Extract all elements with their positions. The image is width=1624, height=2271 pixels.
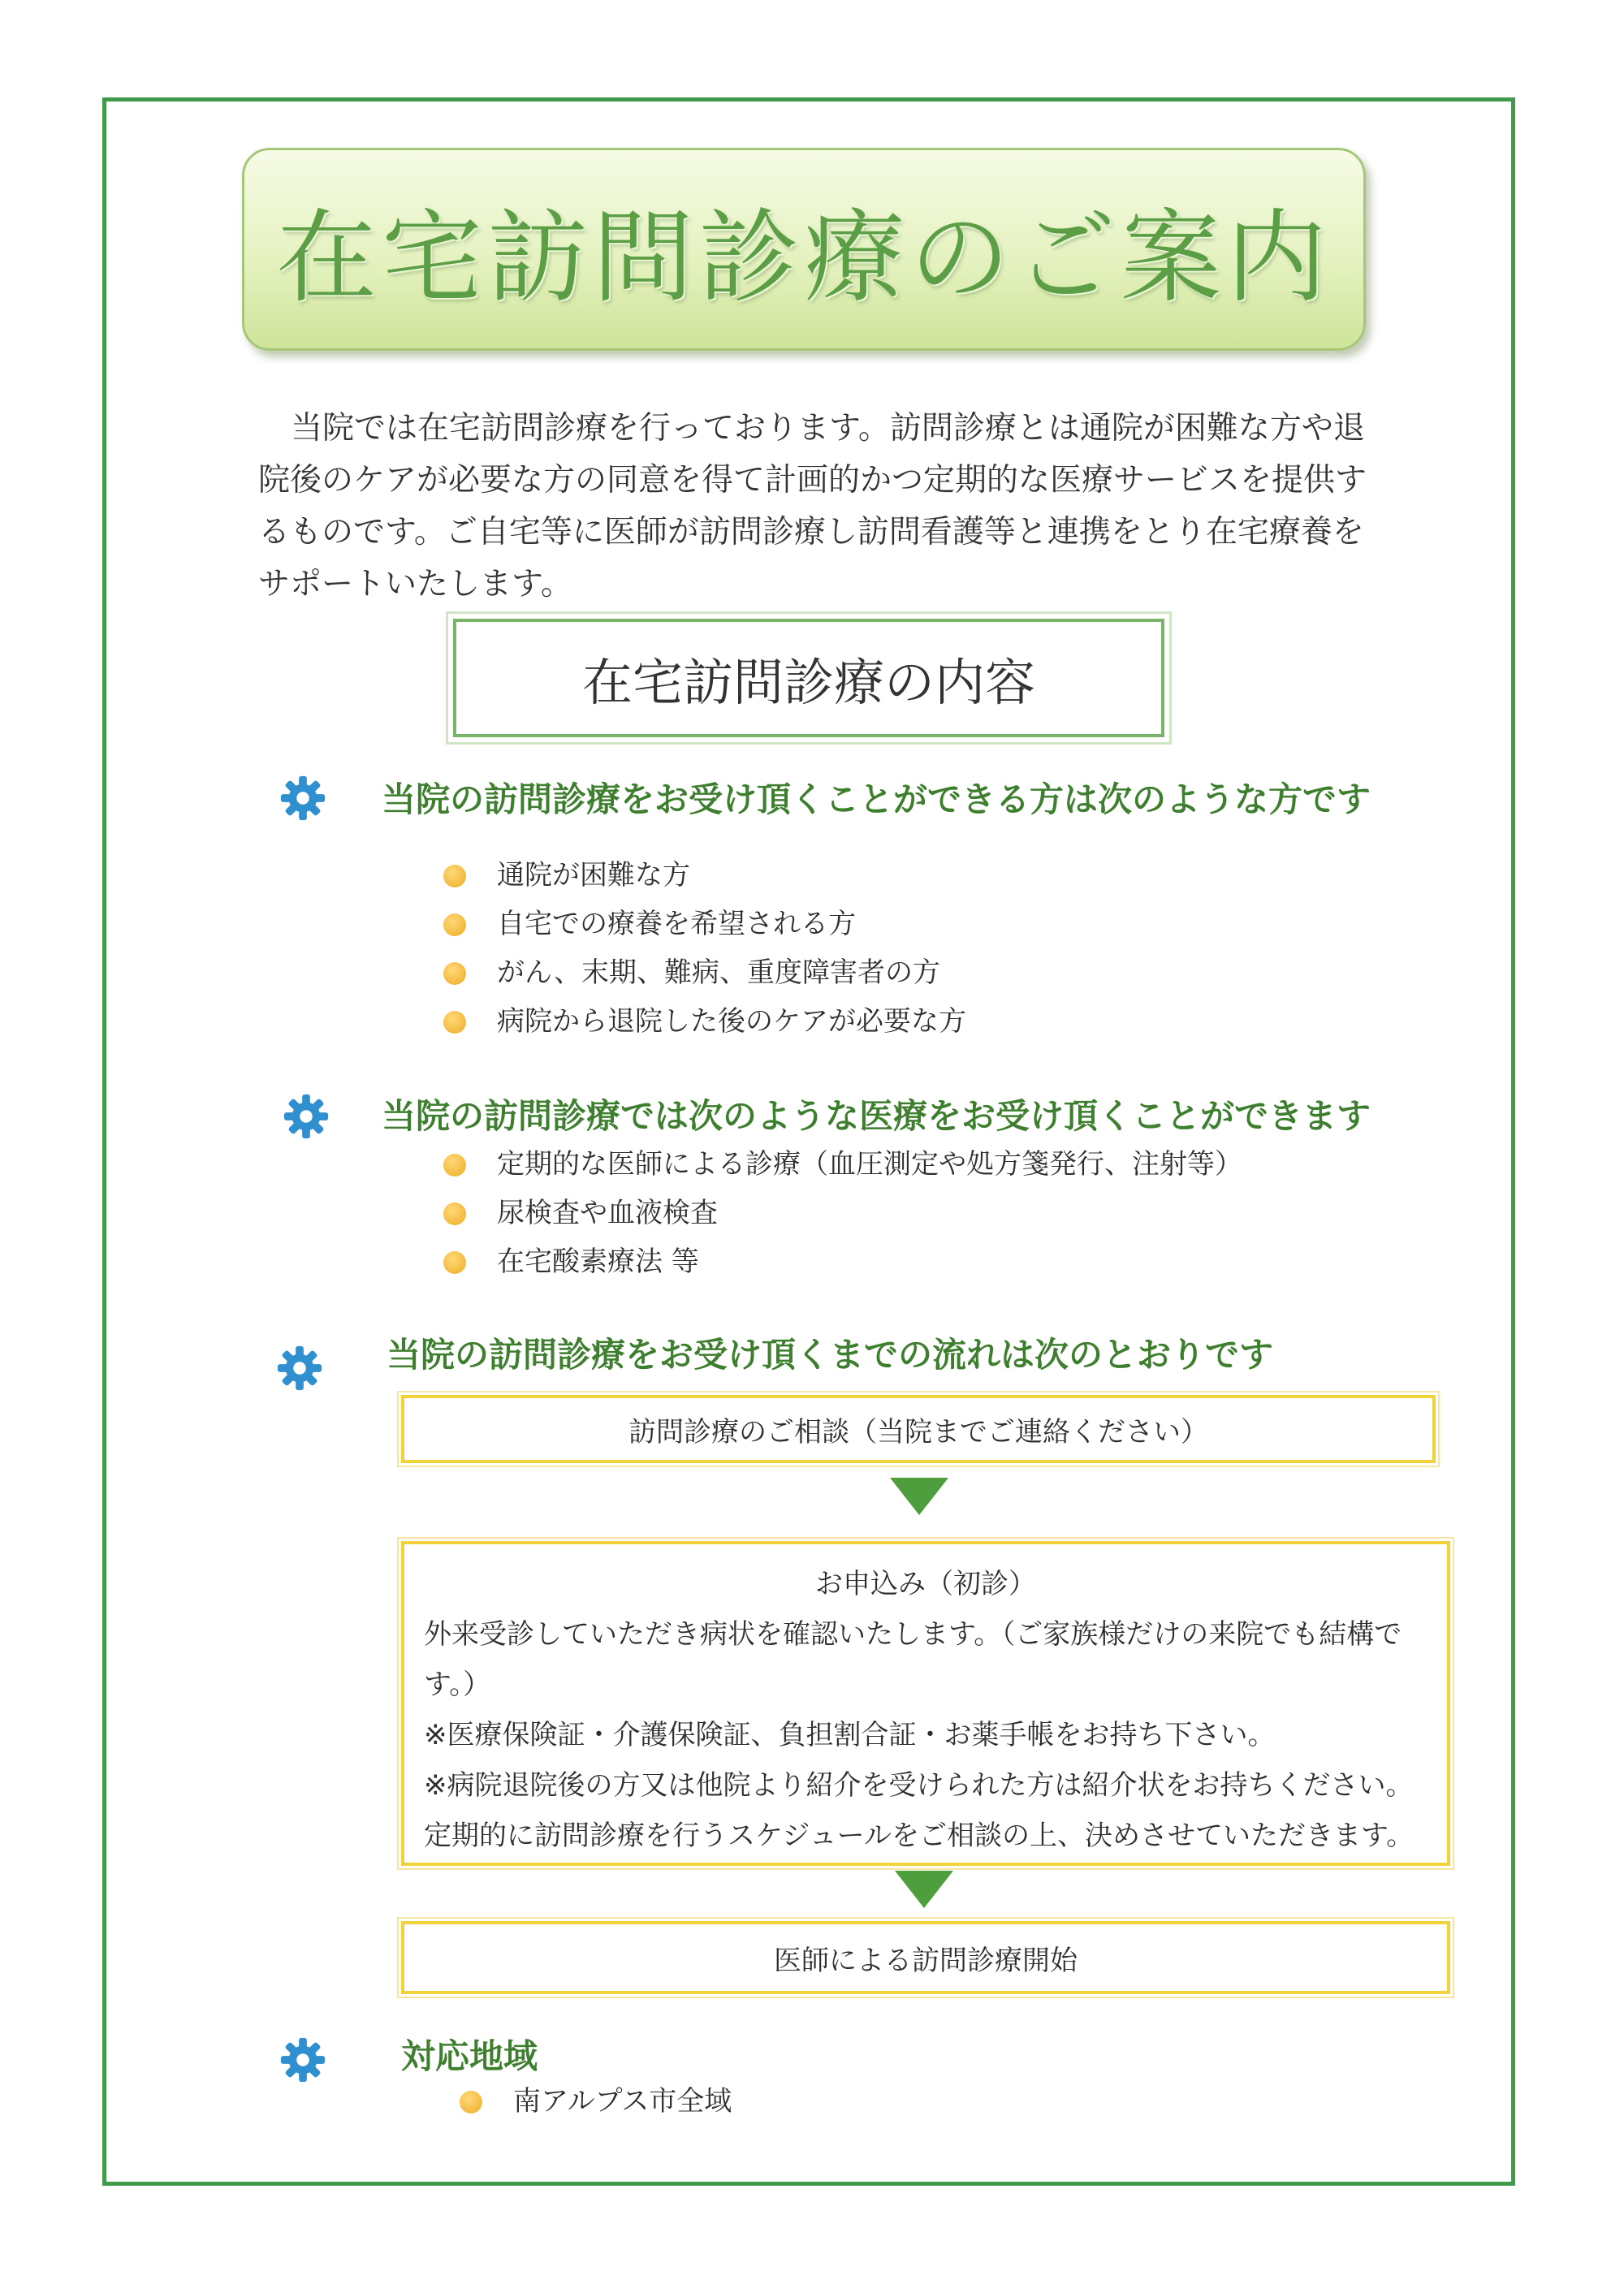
- section-title: 当院の訪問診療をお受け頂くまでの流れは次のとおりです: [387, 1335, 1274, 1375]
- gear-icon: [278, 2035, 328, 2085]
- flow-step-line: 外来受診していただき病状を確認いたします。（ご家族様だけの来院でも結構で: [424, 1618, 1402, 1651]
- circle-bullet-icon: [443, 1011, 466, 1034]
- flow-step-start: 医師による訪問診療開始: [401, 1921, 1450, 1994]
- page-title: 在宅訪問診療のご案内: [275, 200, 1332, 317]
- content-heading: 在宅訪問診療の内容: [581, 652, 1035, 712]
- list-item: 在宅酸素療法 等: [443, 1237, 1242, 1286]
- service-area-list: [460, 2077, 732, 2126]
- circle-bullet-icon: [443, 962, 466, 985]
- flow-step-application: [401, 1541, 1450, 1866]
- gear-icon: [278, 773, 328, 823]
- section-title: 対応地域: [401, 2036, 538, 2076]
- down-triangle-icon: [893, 1869, 955, 1910]
- list-item: がん、末期、難病、重度障害者の方: [443, 948, 966, 997]
- intro-line: 当院では在宅訪問診療を行っております。訪問診療とは通院が困難な方や退: [291, 410, 1365, 447]
- gear-icon: [274, 1343, 325, 1393]
- eligible-patients-list: [443, 851, 966, 1046]
- flow-step-line: ※病院退院後の方又は他院より紹介を受けられた方は紹介状をお持ちください。: [424, 1769, 1414, 1802]
- flow-step-line: 定期的に訪問診療を行うスケジュールをご相談の上、決めさせていただきます。: [424, 1820, 1415, 1852]
- section-title: 当院の訪問診療をお受け頂くことができる方は次のような方です: [382, 779, 1371, 819]
- flow-step-line: ※医療保険証・介護保険証、負担割合証・お薬手帳をお持ち下さい。: [424, 1719, 1276, 1751]
- down-triangle-icon: [888, 1476, 950, 1517]
- intro-paragraph: [258, 403, 1411, 611]
- circle-bullet-icon: [443, 1154, 466, 1177]
- available-care-list: [443, 1140, 1242, 1286]
- intro-line: るものです。ご自宅等に医師が訪問診療し訪問看護等と連携をとり在宅療養を: [258, 514, 1364, 550]
- list-item: 尿検査や血液検査: [443, 1189, 1242, 1237]
- circle-bullet-icon: [443, 1202, 466, 1225]
- list-item: 南アルプス市全域: [460, 2077, 732, 2126]
- circle-bullet-icon: [460, 2091, 482, 2113]
- flow-step-heading: お申込み（初診）: [815, 1568, 1036, 1600]
- circle-bullet-icon: [443, 1251, 466, 1274]
- list-item: 自宅での療養を希望される方: [443, 900, 966, 948]
- content-heading-box: [453, 619, 1164, 737]
- flow-step-consultation: 訪問診療のご相談（当院までご連絡ください）: [401, 1395, 1436, 1463]
- title-banner: [242, 148, 1366, 351]
- list-item: 通院が困難な方: [443, 851, 966, 900]
- list-item: 病院から退院した後のケアが必要な方: [443, 997, 966, 1046]
- section-title: 当院の訪問診療では次のような医療をお受け頂くことができます: [382, 1096, 1371, 1136]
- circle-bullet-icon: [443, 865, 466, 887]
- circle-bullet-icon: [443, 913, 466, 936]
- intro-line: サポートいたします。: [258, 566, 572, 602]
- intro-line: 院後のケアが必要な方の同意を得て計画的かつ定期的な医療サービスを提供す: [258, 462, 1367, 499]
- flow-step-line: す。）: [424, 1669, 491, 1701]
- list-item: 定期的な医師による診療（血圧測定や処方箋発行、注射等）: [443, 1140, 1242, 1189]
- gear-icon: [281, 1091, 331, 1142]
